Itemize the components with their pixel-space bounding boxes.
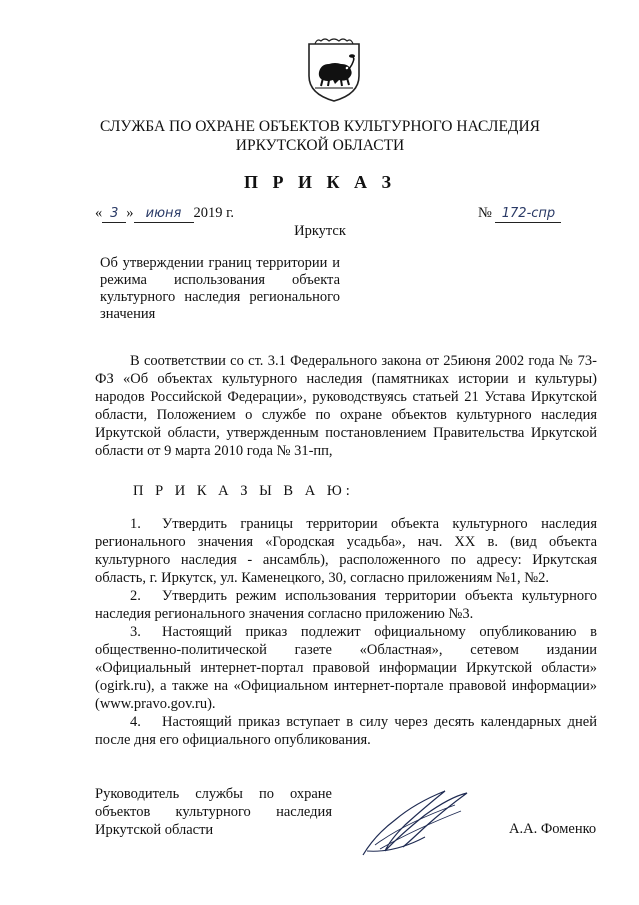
order-heading: П Р И К А З Ы В А Ю: bbox=[133, 483, 354, 499]
authority-heading bbox=[60, 117, 580, 155]
number-value: 172-спр bbox=[501, 206, 556, 221]
date-month: июня bbox=[145, 206, 182, 221]
number-field bbox=[495, 205, 561, 223]
handwritten-signature-icon bbox=[355, 785, 475, 860]
authority-line-1: СЛУЖБА ПО ОХРАНЕ ОБЪЕКТОВ КУЛЬТУРНОГО НАСЛЕДИЯ bbox=[99, 118, 541, 135]
order-items bbox=[95, 515, 597, 749]
number-prefix: № bbox=[478, 205, 492, 221]
order-item-2 bbox=[95, 587, 597, 623]
signatory-title-line-3: Иркутской области bbox=[95, 822, 214, 838]
item-number: 2. bbox=[130, 588, 141, 604]
item-text: Утвердить границы территории объекта культурного наследия регионального значения «Городская усадьба», нач. XX в. (вид объекта культурного наследия - ансамбль), расположенного по адресу: Иркутская область, г. Иркутск, ул. Каменецкого, 30, согласно приложениям №1, №2. bbox=[95, 516, 597, 586]
date-open-quote: « bbox=[95, 205, 103, 221]
authority-line-2: ИРКУТСКОЙ ОБЛАСТИ bbox=[235, 137, 405, 154]
document-number bbox=[478, 205, 561, 223]
signatory-title-line-1: Руководитель службы по охране bbox=[95, 786, 332, 802]
order-item-1 bbox=[95, 515, 597, 587]
item-number: 4. bbox=[130, 714, 141, 730]
item-text: Утвердить режим использования территории объекта культурного наследия регионального значения согласно приложению №3. bbox=[95, 588, 597, 622]
document-date bbox=[95, 205, 234, 223]
date-year: 2019 г. bbox=[193, 205, 235, 221]
signatory-title bbox=[95, 785, 332, 839]
coat-of-arms-icon bbox=[305, 38, 363, 104]
document-type-title: П Р И К А З bbox=[243, 172, 397, 192]
date-close-quote: » bbox=[126, 205, 134, 221]
preamble-paragraph: В соответствии со ст. 3.1 Федерального закона от 25июня 2002 года № 73-ФЗ «Об объектах культурного наследия (памятниках истории и культуры) народов Российской Федерации», руководствуясь статьей 21 Устава Иркутской области, Положением о службе по охране объектов культурного наследия Иркутской области, утвержденным постановлением Правительства Иркутской области от 9 марта 2010 года № 31-пп, bbox=[95, 353, 597, 459]
item-text: Настоящий приказ подлежит официальному опубликованию в общественно-политической газете «Областная», сетевом издании «Официальный интернет-портал правовой информации Иркутской области» (ogirk.ru), а также на «Официальном интернет-портале правовой информации» (www.pravo.gov.ru). bbox=[95, 624, 597, 712]
document-city: Иркутск bbox=[294, 223, 346, 239]
item-number: 3. bbox=[130, 624, 141, 640]
date-day-field bbox=[102, 205, 126, 223]
document-subject: Об утверждении границ территории и режима использования объекта культурного наследия регионального значения bbox=[100, 255, 340, 322]
item-number: 1. bbox=[130, 516, 141, 532]
signatory-title-line-2: объектов культурного наследия bbox=[95, 804, 332, 820]
date-day: 3 bbox=[110, 206, 119, 221]
date-month-field bbox=[134, 205, 194, 223]
item-text: Настоящий приказ вступает в силу через десять календарных дней после дня его официального опубликования. bbox=[95, 714, 597, 748]
signer-name: А.А. Фоменко bbox=[509, 821, 597, 837]
order-item-4 bbox=[95, 713, 597, 749]
order-item-3 bbox=[95, 623, 597, 713]
